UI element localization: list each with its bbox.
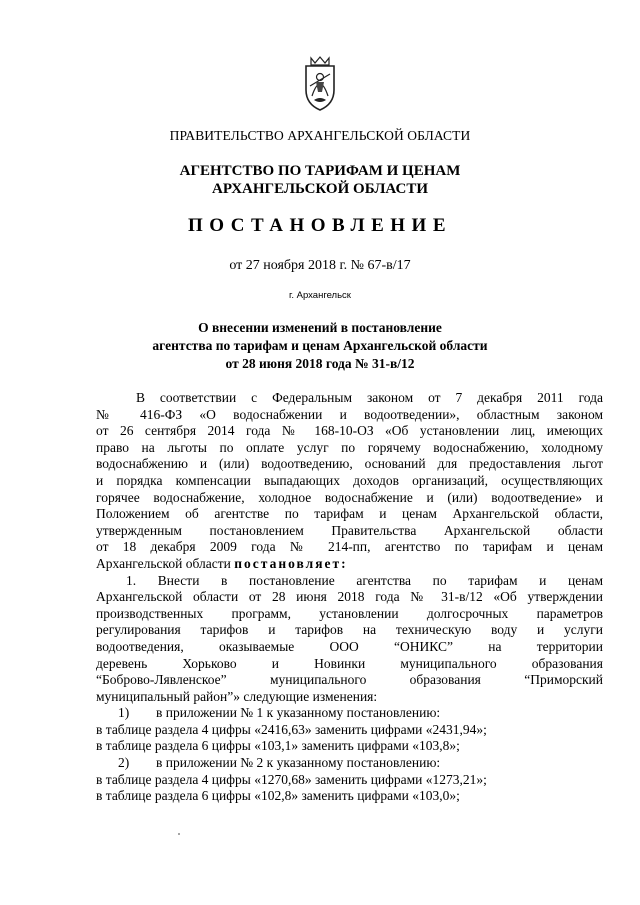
subject-line1: О внесении изменений в постановление <box>198 320 442 335</box>
list-item-text: в таблице раздела 6 цифры «102,8» заменить цифрами «103,0»; <box>96 788 460 804</box>
document-city: г. Архангельск <box>289 290 351 301</box>
list-item-text: в приложении № 2 к указанному постановлению: <box>156 755 441 771</box>
body-line: № 416-ФЗ «О водоснабжении и водоотведении», областным законом <box>96 406 603 422</box>
body-line: муниципальный район”» следующие изменения: <box>96 688 378 704</box>
body-line: 1. Внести в постановление агентства по тарифам и ценам <box>126 572 603 588</box>
body-line: В соответствии с Федеральным законом от 7 декабря 2011 года <box>136 390 603 405</box>
body-line: от 18 декабря 2009 года № 214-пп, агентство по тарифам и ценам <box>96 539 603 555</box>
body-line: Положением об агентстве по тарифам и ценам Архангельской области, <box>96 506 603 522</box>
scan-speck <box>178 833 180 835</box>
list-item-text: в приложении № 1 к указанному постановлению: <box>156 705 441 721</box>
list-item-text: в таблице раздела 4 цифры «1270,68» заменить цифрами «1273,21»; <box>96 771 487 787</box>
body-line: Архангельской области от 28 июня 2018 года № 31-в/12 «Об утверждении <box>96 589 603 605</box>
list-item <box>96 722 603 739</box>
body-line: водоснабжению и (или) водоотведению, оснований для предоставления льгот <box>96 456 603 472</box>
list-item-text: в таблице раздела 4 цифры «2416,63» заменить цифрами «2431,94»; <box>96 721 487 737</box>
body-line: регулирования тарифов и тарифов на техническую воду и услуги <box>96 622 603 638</box>
decree-keyword: постановляет: <box>234 555 348 571</box>
agency-name-line2: АРХАНГЕЛЬСКОЙ ОБЛАСТИ <box>212 181 428 197</box>
list-item <box>96 755 603 772</box>
coat-of-arms-icon <box>298 52 342 114</box>
document-type: ПОСТАНОВЛЕНИЕ <box>187 215 453 236</box>
body-line: утвержденным постановлением Правительства Архангельской области <box>96 522 603 538</box>
agency-name-line1: АГЕНТСТВО ПО ТАРИФАМ И ЦЕНАМ <box>179 163 461 179</box>
body-line <box>96 556 603 573</box>
document-subject <box>0 319 640 373</box>
list-item-text: в таблице раздела 6 цифры «103,1» заменить цифрами «103,8»; <box>96 738 460 754</box>
body-line: и порядка компенсации выпадающих доходов организаций, осуществляющих <box>96 472 603 488</box>
subject-line3: от 28 июня 2018 года № 31-в/12 <box>225 356 415 371</box>
list-item <box>96 705 603 722</box>
body-line: право на льготы по оплате услуг по горячему водоснабжению, холодному <box>96 439 603 455</box>
document-body <box>96 390 603 805</box>
list-item-number: 1) <box>118 705 130 721</box>
agency-name <box>0 162 640 198</box>
list-item-number: 2) <box>118 755 130 771</box>
government-name: ПРАВИТЕЛЬСТВО АРХАНГЕЛЬСКОЙ ОБЛАСТИ <box>169 128 471 143</box>
body-line: “Боброво-Лявленское” муниципального образования “Приморский <box>96 672 603 688</box>
list-item <box>96 738 603 755</box>
body-line: горячее водоснабжение, холодное водоснабжение и (или) водоотведение» и <box>96 489 603 505</box>
subject-line2: агентства по тарифам и ценам Архангельской области <box>152 338 488 353</box>
body-line: производственных программ, установлении долгосрочных параметров <box>96 605 603 621</box>
body-line: от 26 сентября 2014 года № 168-10-ОЗ «Об установлении лиц, имеющих <box>96 423 603 439</box>
body-line: деревень Хорьково и Новинки муниципального образования <box>96 655 603 671</box>
list-item <box>96 772 603 789</box>
document-date-number: от 27 ноября 2018 г. № 67-в/17 <box>229 258 411 273</box>
body-line-text: Архангельской области <box>96 555 231 571</box>
list-item <box>96 788 603 805</box>
body-line: водоотведения, оказываемые ООО “ОНИКС” на территории <box>96 638 603 654</box>
